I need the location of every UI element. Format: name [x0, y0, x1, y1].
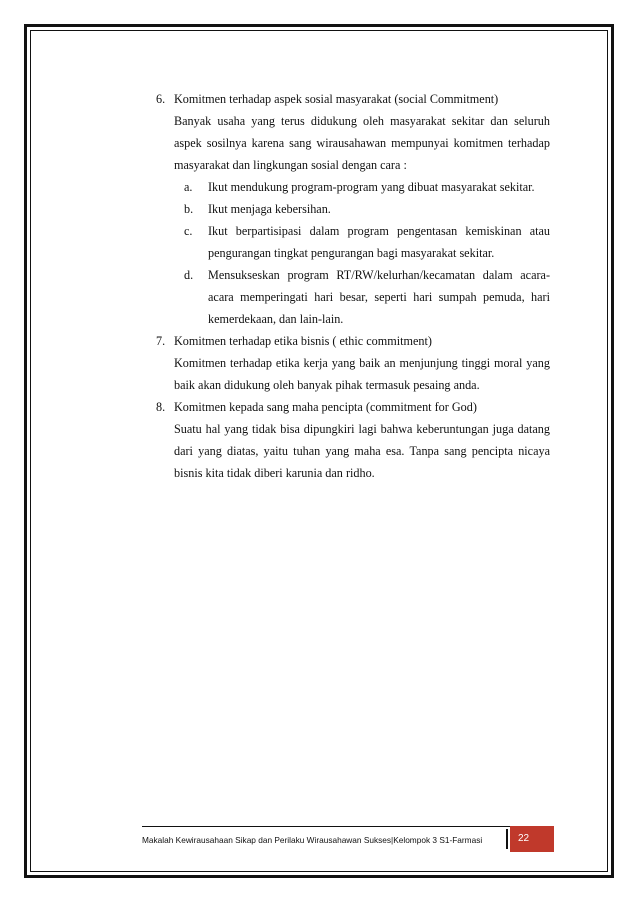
subitem-b [174, 198, 550, 220]
list-item-7 [150, 330, 550, 396]
footer-separator [506, 829, 508, 849]
footer-text: Makalah Kewirausahaan Sikap dan Perilaku Wirausahawan Sukses|Kelompok 3 S1-Farmasi [142, 835, 483, 845]
subitem-letter: b. [184, 202, 194, 216]
subitem-text: Ikut berpartisipasi dalam program pengentasan kemiskinan atau pengurangan tingkat pengurangan bagi masyarakat sekitar. [208, 224, 550, 260]
footer-rule [142, 826, 554, 827]
item-heading: Komitmen terhadap aspek sosial masyarakat (social Commitment) [174, 92, 499, 106]
subitem-letter: c. [184, 224, 193, 238]
item-number: 8. [156, 400, 166, 414]
item-heading: Komitmen kepada sang maha pencipta (commitment for God) [174, 400, 477, 414]
subitem-d [174, 264, 550, 330]
list-item-6 [150, 88, 550, 330]
subitem-a [174, 176, 550, 198]
item-body: Komitmen terhadap etika kerja yang baik an menjunjung tinggi moral yang baik akan didukung oleh banyak pihak termasuk pesaing anda. [174, 356, 550, 392]
document-body [150, 88, 550, 484]
item-body: Banyak usaha yang terus didukung oleh masyarakat sekitar dan seluruh aspek sosilnya karena sang wirausahawan mempunyai komitmen terhadap masyarakat dan lingkungan sosial dengan cara : [174, 114, 550, 172]
item-number: 7. [156, 334, 166, 348]
item-heading: Komitmen terhadap etika bisnis ( ethic commitment) [174, 334, 432, 348]
page-number-badge: 22 [510, 826, 554, 852]
list-item-8 [150, 396, 550, 484]
subitem-text: Ikut mendukung program-program yang dibuat masyarakat sekitar. [208, 180, 535, 194]
subitem-text: Mensukseskan program RT/RW/kelurhan/kecamatan dalam acara-acara memperingati hari besar, seperti hari sumpah pemuda, hari kemerdekaan, dan lain-lain. [208, 268, 550, 326]
subitem-letter: a. [184, 180, 193, 194]
subitem-c [174, 220, 550, 264]
subitem-text: Ikut menjaga kebersihan. [208, 202, 331, 216]
item-number: 6. [156, 92, 166, 106]
item-body: Suatu hal yang tidak bisa dipungkiri lagi bahwa keberuntungan juga datang dari yang diatas, yaitu tuhan yang maha esa. Tanpa sang pencipta nicaya bisnis kita tidak diberi karunia dan ridho. [174, 422, 550, 480]
subitem-letter: d. [184, 268, 194, 282]
